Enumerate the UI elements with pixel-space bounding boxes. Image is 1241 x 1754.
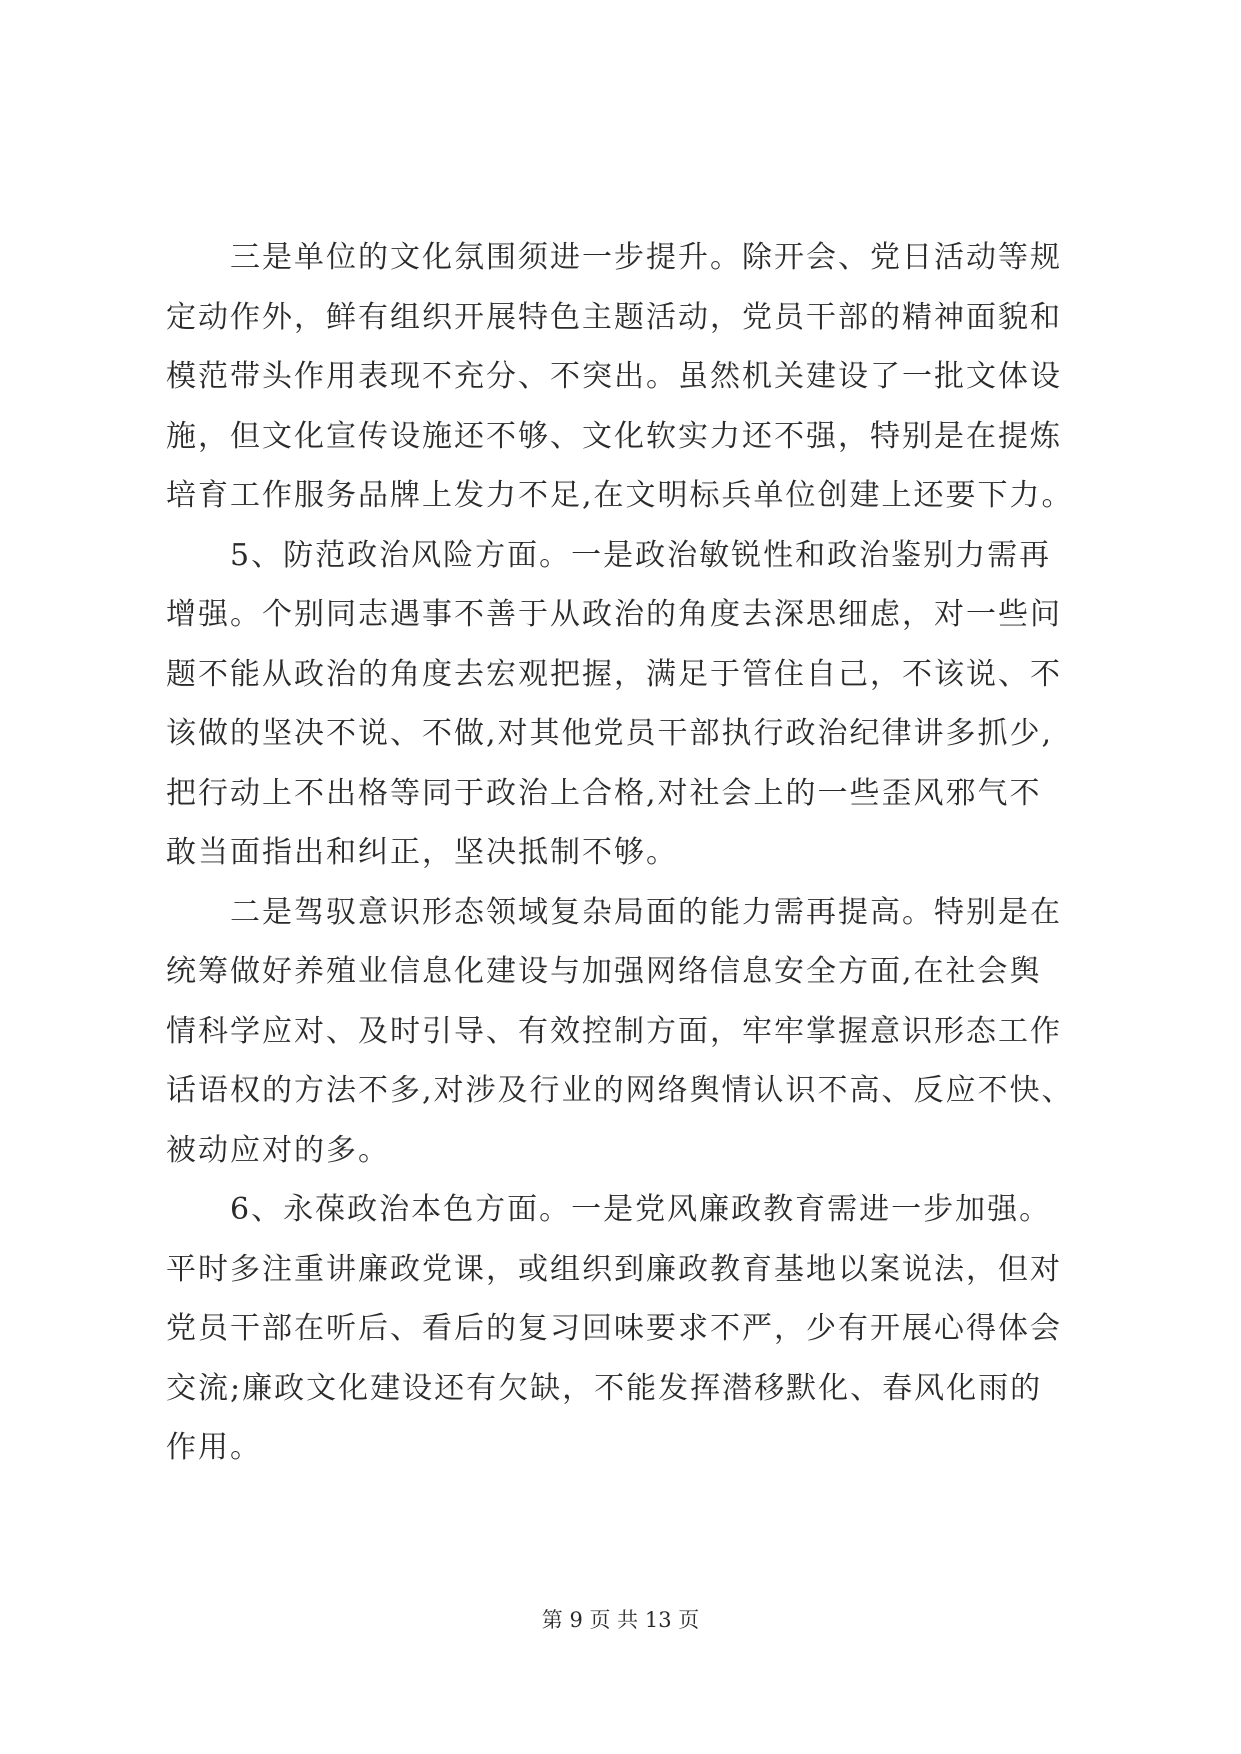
text-line: 敢当面指出和纠正，坚决抵制不够。 xyxy=(166,835,678,870)
document-body xyxy=(166,228,1076,1478)
text-line: 三是单位的文化氛围须进一步提升。除开会、党日活动等规 xyxy=(230,240,1062,275)
paragraph-integrity xyxy=(166,1180,1076,1478)
paragraph-political-risk xyxy=(166,526,1076,883)
text-line: 作用。 xyxy=(166,1430,262,1465)
text-line: 被动应对的多。 xyxy=(166,1132,390,1168)
text-line: 施，但文化宣传设施还不够、文化软实力还不强，特别是在提炼 xyxy=(166,418,1062,454)
text-line: 把行动上不出格等同于政治上合格,对社会上的一些歪风邪气不 xyxy=(166,775,1042,811)
page-number-footer: 第 9 页 共 13 页 xyxy=(541,1608,700,1632)
text-line: 定动作外，鲜有组织开展特色主题活动，党员干部的精神面貌和 xyxy=(166,299,1062,335)
text-line: 交流;廉政文化建设还有欠缺，不能发挥潜移默化、春风化雨的 xyxy=(166,1370,1043,1406)
text-line: 模范带头作用表现不充分、不突出。虽然机关建设了一批文体设 xyxy=(166,359,1062,394)
paragraph-ideology xyxy=(166,883,1076,1181)
text-line: 话语权的方法不多,对涉及行业的网络舆情认识不高、反应不快、 xyxy=(166,1073,1074,1108)
text-line: 该做的坚决不说、不做,对其他党员干部执行政治纪律讲多抓少, xyxy=(166,716,1054,751)
text-line: 题不能从政治的角度去宏观把握，满足于管住自己，不该说、不 xyxy=(166,656,1062,692)
text-line: 5、防范政治风险方面。一是政治敏锐性和政治鉴别力需再 xyxy=(230,537,1052,573)
text-line: 情科学应对、及时引导、有效控制方面，牢牢掌握意识形态工作 xyxy=(166,1013,1062,1049)
text-line: 增强。个别同志遇事不善于从政治的角度去深思细虑，对一些问 xyxy=(166,597,1062,632)
text-line: 二是驾驭意识形态领域复杂局面的能力需再提高。特别是在 xyxy=(230,894,1062,930)
text-line: 党员干部在听后、看后的复习回味要求不严，少有开展心得体会 xyxy=(166,1311,1062,1346)
text-line: 培育工作服务品牌上发力不足,在文明标兵单位创建上还要下力。 xyxy=(166,478,1074,513)
paragraph-culture xyxy=(166,228,1076,526)
text-line: 平时多注重讲廉政党课，或组织到廉政教育基地以案说法，但对 xyxy=(166,1251,1062,1287)
text-line: 统筹做好养殖业信息化建设与加强网络信息安全方面,在社会舆 xyxy=(166,954,1042,989)
text-line: 6、永葆政治本色方面。一是党风廉政教育需进一步加强。 xyxy=(230,1192,1052,1227)
